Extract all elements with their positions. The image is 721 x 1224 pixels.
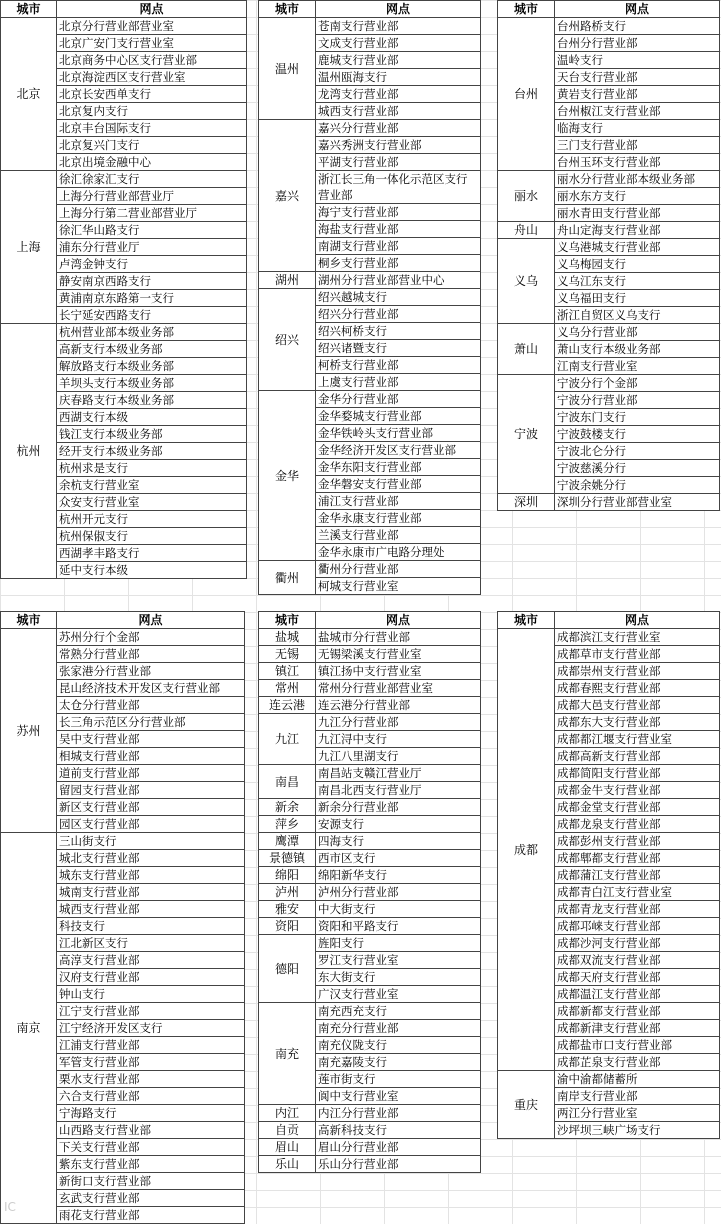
table-row <box>259 714 481 731</box>
branch-cell: 浙江自贸区义乌支行 <box>555 307 720 324</box>
table-row <box>259 765 481 782</box>
branch-cell: 柯城支行营业室 <box>316 578 481 595</box>
city-cell: 连云港 <box>259 697 316 714</box>
branch-cell: 西湖支行本级 <box>57 409 247 426</box>
branch-cell: 成都滨江支行营业室 <box>555 629 720 646</box>
table-row <box>259 272 481 289</box>
branch-cell: 江南支行营业室 <box>555 358 720 375</box>
branch-cell: 经开支行本级业务部 <box>57 443 247 460</box>
city-column-header: 城市 <box>259 612 316 629</box>
branch-table-5 <box>258 611 481 1173</box>
branch-cell: 义乌分行营业部 <box>555 324 720 341</box>
branch-cell: 舟山定海支行营业部 <box>555 222 720 239</box>
branch-cell: 盐城市分行营业部 <box>316 629 481 646</box>
branch-cell: 北京广安门支行营业室 <box>57 35 247 52</box>
branch-cell: 南充分行营业部 <box>316 1020 481 1037</box>
city-cell: 资阳 <box>259 918 316 935</box>
branch-column-header: 网点 <box>316 612 481 629</box>
branch-cell: 莲市街支行 <box>316 1071 481 1088</box>
branch-cell: 渝中渝都储蓄所 <box>555 1071 720 1088</box>
city-cell: 无锡 <box>259 646 316 663</box>
branch-cell: 成都龙泉支行营业部 <box>555 816 720 833</box>
branch-cell: 新区支行营业部 <box>57 799 245 816</box>
branch-cell: 温岭支行 <box>555 52 720 69</box>
branch-cell: 成都简阳支行营业部 <box>555 765 720 782</box>
branch-cell: 延中支行本级 <box>57 562 247 579</box>
branch-cell: 众安支行营业室 <box>57 494 247 511</box>
branch-cell: 宁海路支行 <box>57 1105 245 1122</box>
city-cell: 萧山 <box>498 324 555 375</box>
table-row <box>498 494 720 511</box>
branch-cell: 城南支行营业部 <box>57 884 245 901</box>
branch-cell: 张家港分行营业部 <box>57 663 245 680</box>
branch-table-1 <box>0 0 247 579</box>
city-cell: 常州 <box>259 680 316 697</box>
branch-column-header: 网点 <box>57 612 245 629</box>
city-cell: 乐山 <box>259 1156 316 1173</box>
branch-table-2 <box>258 0 481 595</box>
city-cell: 眉山 <box>259 1139 316 1156</box>
branch-cell: 卢湾金钟支行 <box>57 256 247 273</box>
branch-cell: 相城支行营业部 <box>57 748 245 765</box>
branch-cell: 湖州分行营业部营业中心 <box>316 272 481 289</box>
branch-cell: 金华分行营业部 <box>316 391 481 408</box>
city-cell: 内江 <box>259 1105 316 1122</box>
city-cell: 盐城 <box>259 629 316 646</box>
branch-cell: 乐山分行营业部 <box>316 1156 481 1173</box>
branch-cell: 南湖支行营业部 <box>316 238 481 255</box>
branch-cell: 徐汇华山路支行 <box>57 222 247 239</box>
branch-cell: 绍兴柯桥支行 <box>316 323 481 340</box>
branch-cell: 浦东分行营业厅 <box>57 239 247 256</box>
branch-cell: 新余分行营业部 <box>316 799 481 816</box>
branch-cell: 台州玉环支行营业部 <box>555 154 720 171</box>
branch-cell: 江北新区支行 <box>57 935 245 952</box>
branch-cell: 南岸支行营业部 <box>555 1088 720 1105</box>
table-row <box>259 561 481 578</box>
branch-cell: 中大街支行 <box>316 901 481 918</box>
table-row <box>498 375 720 392</box>
branch-cell: 南昌北西支行营业厅 <box>316 782 481 799</box>
branch-cell: 北京丰台国际支行 <box>57 120 247 137</box>
branch-cell: 汉府支行营业部 <box>57 969 245 986</box>
branch-cell: 城北支行营业部 <box>57 850 245 867</box>
city-cell: 绵阳 <box>259 867 316 884</box>
branch-cell: 常州分行营业部营业室 <box>316 680 481 697</box>
branch-cell: 泸州分行营业部 <box>316 884 481 901</box>
city-cell: 南昌 <box>259 765 316 799</box>
branch-column-header: 网点 <box>316 1 481 18</box>
table-row <box>1 324 247 341</box>
branch-cell: 宁波北仑分行 <box>555 443 720 460</box>
city-column-header: 城市 <box>1 612 57 629</box>
branch-cell: 金华磐安支行营业部 <box>316 476 481 493</box>
city-cell: 景德镇 <box>259 850 316 867</box>
branch-cell: 沙坪坝三峡广场支行 <box>555 1122 720 1139</box>
branch-cell: 金华东阳支行营业部 <box>316 459 481 476</box>
city-cell: 义乌 <box>498 239 555 324</box>
table-row <box>1 18 247 35</box>
table-row <box>259 799 481 816</box>
branch-cell: 四海支行 <box>316 833 481 850</box>
branch-cell: 北京长安西单支行 <box>57 86 247 103</box>
branch-cell: 连云港分行营业部 <box>316 697 481 714</box>
branch-cell: 嘉兴秀洲支行营业部 <box>316 137 481 154</box>
table-row <box>259 918 481 935</box>
branch-cell: 成都青白江支行营业室 <box>555 884 720 901</box>
branch-column-header: 网点 <box>555 1 720 18</box>
city-cell: 萍乡 <box>259 816 316 833</box>
city-cell: 湖州 <box>259 272 316 289</box>
city-cell: 苏州 <box>1 629 57 833</box>
branch-cell: 成都都江堰支行营业室 <box>555 731 720 748</box>
branch-cell: 绍兴分行营业部 <box>316 306 481 323</box>
branch-cell: 下关支行营业部 <box>57 1139 245 1156</box>
branch-column-header: 网点 <box>555 612 720 629</box>
table-row <box>259 629 481 646</box>
city-cell: 九江 <box>259 714 316 765</box>
branch-cell: 解放路支行本级业务部 <box>57 358 247 375</box>
branch-cell: 成都郫都支行营业部 <box>555 850 720 867</box>
branch-cell: 留园支行营业部 <box>57 782 245 799</box>
table-row <box>259 646 481 663</box>
table-row <box>259 850 481 867</box>
branch-cell: 宁波慈溪分行 <box>555 460 720 477</box>
branch-cell: 金华经济开发区支行营业部 <box>316 442 481 459</box>
branch-cell: 台州路桥支行 <box>555 18 720 35</box>
branch-cell: 高新科技支行 <box>316 1122 481 1139</box>
branch-cell: 紫东支行营业部 <box>57 1156 245 1173</box>
city-cell: 镇江 <box>259 663 316 680</box>
city-cell: 德阳 <box>259 935 316 1003</box>
branch-cell: 安源支行 <box>316 816 481 833</box>
branch-cell: 杭州求是支行 <box>57 460 247 477</box>
table-row <box>498 18 720 35</box>
branch-cell: 成都青龙支行营业部 <box>555 901 720 918</box>
branch-table-4 <box>0 611 245 1224</box>
table-row <box>259 18 481 35</box>
table-row <box>259 120 481 137</box>
table-row <box>259 884 481 901</box>
branch-cell: 义乌江东支行 <box>555 273 720 290</box>
branch-cell: 温州瓯海支行 <box>316 69 481 86</box>
branch-cell: 城西支行营业部 <box>57 901 245 918</box>
branch-cell: 静安南京西路支行 <box>57 273 247 290</box>
table-row <box>259 1105 481 1122</box>
branch-cell: 台州椒江支行营业部 <box>555 103 720 120</box>
branch-cell: 六合支行营业部 <box>57 1088 245 1105</box>
branch-table-6 <box>497 611 720 1139</box>
branch-cell: 内江分行营业部 <box>316 1105 481 1122</box>
table-row <box>498 324 720 341</box>
branch-cell: 杭州营业部本级业务部 <box>57 324 247 341</box>
branch-cell: 北京分行营业部营业室 <box>57 18 247 35</box>
table-row <box>259 867 481 884</box>
branch-cell: 山西路支行营业部 <box>57 1122 245 1139</box>
branch-cell: 绍兴诸暨支行 <box>316 340 481 357</box>
city-cell: 泸州 <box>259 884 316 901</box>
branch-cell: 长三角示范区分行营业部 <box>57 714 245 731</box>
branch-cell: 义乌福田支行 <box>555 290 720 307</box>
city-column-header: 城市 <box>1 1 57 18</box>
city-column-header: 城市 <box>498 612 555 629</box>
branch-cell: 成都崇州支行营业部 <box>555 663 720 680</box>
city-cell: 舟山 <box>498 222 555 239</box>
branch-cell: 宁波分行营业部 <box>555 392 720 409</box>
branch-cell: 新街口支行营业部 <box>57 1173 245 1190</box>
branch-cell: 桐乡支行营业部 <box>316 255 481 272</box>
table-row <box>259 391 481 408</box>
branch-cell: 衢州分行营业部 <box>316 561 481 578</box>
branch-cell: 成都新津支行营业部 <box>555 1020 720 1037</box>
branch-cell: 吴中支行营业部 <box>57 731 245 748</box>
city-cell: 上海 <box>1 171 57 324</box>
branch-cell: 义乌梅园支行 <box>555 256 720 273</box>
branch-table-3 <box>497 0 720 511</box>
branch-cell: 杭州保俶支行 <box>57 528 247 545</box>
branch-cell: 园区支行营业部 <box>57 816 245 833</box>
branch-cell: 临海支行 <box>555 120 720 137</box>
city-column-header: 城市 <box>259 1 316 18</box>
branch-cell: 南充仪陇支行 <box>316 1037 481 1054</box>
branch-cell: 成都东大支行营业部 <box>555 714 720 731</box>
branch-cell: 萧山支行本级业务部 <box>555 341 720 358</box>
branch-cell: 成都彭州支行营业部 <box>555 833 720 850</box>
branch-cell: 江宁经济开发区支行 <box>57 1020 245 1037</box>
branch-cell: 绍兴越城支行 <box>316 289 481 306</box>
branch-cell: 军管支行营业部 <box>57 1054 245 1071</box>
city-cell: 南充 <box>259 1003 316 1105</box>
city-cell: 北京 <box>1 18 57 171</box>
city-cell: 宁波 <box>498 375 555 494</box>
branch-cell: 旌阳支行 <box>316 935 481 952</box>
branch-cell: 北京复兴门支行 <box>57 137 247 154</box>
table-row <box>259 1139 481 1156</box>
branch-cell: 南昌站支赣江营业厅 <box>316 765 481 782</box>
branch-cell: 成都金堂支行营业部 <box>555 799 720 816</box>
branch-cell: 鹿城支行营业部 <box>316 52 481 69</box>
branch-cell: 玄武支行营业部 <box>57 1190 245 1207</box>
branch-cell: 杭州开元支行 <box>57 511 247 528</box>
branch-cell: 罗江支行营业室 <box>316 952 481 969</box>
city-cell: 深圳 <box>498 494 555 511</box>
branch-cell: 文成支行营业部 <box>316 35 481 52</box>
branch-cell: 成都双流支行营业部 <box>555 952 720 969</box>
branch-cell: 上海分行营业部营业厅 <box>57 188 247 205</box>
table-row <box>259 1003 481 1020</box>
branch-cell: 宁波分行个金部 <box>555 375 720 392</box>
branch-cell: 长宁延安西路支行 <box>57 307 247 324</box>
branch-cell: 钱江支行本级业务部 <box>57 426 247 443</box>
table-row <box>259 935 481 952</box>
city-cell: 自贡 <box>259 1122 316 1139</box>
branch-cell: 黄浦南京东路第一支行 <box>57 290 247 307</box>
city-cell: 台州 <box>498 18 555 171</box>
branch-cell: 浦江支行营业部 <box>316 493 481 510</box>
branch-cell: 柯桥支行营业部 <box>316 357 481 374</box>
branch-cell: 西市区支行 <box>316 850 481 867</box>
table-row <box>259 697 481 714</box>
city-cell: 雅安 <box>259 901 316 918</box>
city-cell: 鹰潭 <box>259 833 316 850</box>
city-cell: 重庆 <box>498 1071 555 1139</box>
branch-cell: 上虞支行营业部 <box>316 374 481 391</box>
branch-cell: 江浦支行营业部 <box>57 1037 245 1054</box>
branch-cell: 九江分行营业部 <box>316 714 481 731</box>
branch-cell: 丽水青田支行营业部 <box>555 205 720 222</box>
branch-cell: 江宁支行营业部 <box>57 1003 245 1020</box>
branch-cell: 绵阳新华支行 <box>316 867 481 884</box>
branch-cell: 庆春路支行本级业务部 <box>57 392 247 409</box>
branch-cell: 成都金牛支行营业部 <box>555 782 720 799</box>
branch-cell: 广汉支行营业室 <box>316 986 481 1003</box>
branch-cell: 海盐支行营业部 <box>316 221 481 238</box>
branch-cell: 羊坝头支行本级业务部 <box>57 375 247 392</box>
table-row <box>498 629 720 646</box>
branch-cell: 嘉兴分行营业部 <box>316 120 481 137</box>
branch-cell: 丽水东方支行 <box>555 188 720 205</box>
table-row <box>498 171 720 188</box>
branch-cell: 北京复内支行 <box>57 103 247 120</box>
branch-cell: 三山街支行 <box>57 833 245 850</box>
table-row <box>259 901 481 918</box>
branch-cell: 成都新都支行营业部 <box>555 1003 720 1020</box>
branch-cell: 成都高新支行营业部 <box>555 748 720 765</box>
branch-cell: 义乌港城支行营业部 <box>555 239 720 256</box>
branch-cell: 成都邛崃支行营业部 <box>555 918 720 935</box>
table-row <box>259 816 481 833</box>
branch-cell: 南充西充支行 <box>316 1003 481 1020</box>
city-cell: 南京 <box>1 833 57 1224</box>
table-row <box>498 1071 720 1088</box>
branch-cell: 九江八里湖支行 <box>316 748 481 765</box>
branch-cell: 无锡梁溪支行营业室 <box>316 646 481 663</box>
branch-cell: 科技支行 <box>57 918 245 935</box>
city-cell: 温州 <box>259 18 316 120</box>
branch-cell: 南充嘉陵支行 <box>316 1054 481 1071</box>
branch-cell: 北京商务中心区支行营业部 <box>57 52 247 69</box>
branch-cell: 成都盐市口支行营业部 <box>555 1037 720 1054</box>
branch-cell: 镇江扬中支行营业室 <box>316 663 481 680</box>
city-cell: 绍兴 <box>259 289 316 391</box>
branch-cell: 平湖支行营业部 <box>316 154 481 171</box>
branch-cell: 昆山经济技术开发区支行营业部 <box>57 680 245 697</box>
branch-cell: 成都沙河支行营业部 <box>555 935 720 952</box>
table-row <box>498 222 720 239</box>
table-row <box>259 833 481 850</box>
table-row <box>1 171 247 188</box>
table-row <box>259 289 481 306</box>
table-row <box>259 680 481 697</box>
branch-cell: 苏州分行个金部 <box>57 629 245 646</box>
branch-cell: 台州分行营业部 <box>555 35 720 52</box>
branch-cell: 宁波东门支行 <box>555 409 720 426</box>
branch-cell: 成都芷泉支行营业部 <box>555 1054 720 1071</box>
branch-cell: 深圳分行营业部营业室 <box>555 494 720 511</box>
branch-cell: 三门支行营业部 <box>555 137 720 154</box>
watermark: IC <box>4 1200 16 1214</box>
branch-cell: 上海分行第二营业部营业厅 <box>57 205 247 222</box>
city-cell: 成都 <box>498 629 555 1071</box>
branch-cell: 天台支行营业部 <box>555 69 720 86</box>
table-row <box>1 833 245 850</box>
city-cell: 丽水 <box>498 171 555 222</box>
branch-cell: 阆中支行营业室 <box>316 1088 481 1105</box>
branch-cell: 徐汇徐家汇支行 <box>57 171 247 188</box>
city-column-header: 城市 <box>498 1 555 18</box>
branch-cell: 眉山分行营业部 <box>316 1139 481 1156</box>
table-row <box>259 1122 481 1139</box>
branch-cell: 栗水支行营业部 <box>57 1071 245 1088</box>
branch-cell: 金华永康支行营业部 <box>316 510 481 527</box>
branch-cell: 苍南支行营业部 <box>316 18 481 35</box>
branch-cell: 雨花支行营业部 <box>57 1207 245 1224</box>
branch-cell: 丽水分行营业部本级业务部 <box>555 171 720 188</box>
branch-cell: 北京出境金融中心 <box>57 154 247 171</box>
branch-cell: 东大街支行 <box>316 969 481 986</box>
branch-cell: 兰溪支行营业部 <box>316 527 481 544</box>
branch-cell: 宁波鼓楼支行 <box>555 426 720 443</box>
branch-cell: 钟山支行 <box>57 986 245 1003</box>
city-cell: 嘉兴 <box>259 120 316 272</box>
branch-cell: 成都天府支行营业部 <box>555 969 720 986</box>
branch-cell: 金华铁岭头支行营业部 <box>316 425 481 442</box>
branch-cell: 太仓分行营业部 <box>57 697 245 714</box>
branch-cell: 龙湾支行营业部 <box>316 86 481 103</box>
branch-cell: 城西支行营业部 <box>316 103 481 120</box>
branch-cell: 城东支行营业部 <box>57 867 245 884</box>
branch-cell: 高淳支行营业部 <box>57 952 245 969</box>
branch-cell: 黄岩支行营业部 <box>555 86 720 103</box>
branch-cell: 资阳和平路支行 <box>316 918 481 935</box>
branch-cell: 浙江长三角一体化示范区支行营业部 <box>316 171 481 204</box>
branch-cell: 成都大邑支行营业部 <box>555 697 720 714</box>
branch-cell: 成都蒲江支行营业部 <box>555 867 720 884</box>
branch-cell: 两江分行营业室 <box>555 1105 720 1122</box>
city-cell: 杭州 <box>1 324 57 579</box>
city-cell: 金华 <box>259 391 316 561</box>
branch-cell: 余杭支行营业室 <box>57 477 247 494</box>
branch-cell: 九江浔中支行 <box>316 731 481 748</box>
branch-cell: 北京海淀西区支行营业室 <box>57 69 247 86</box>
branch-cell: 常熟分行营业部 <box>57 646 245 663</box>
table-row <box>498 239 720 256</box>
branch-cell: 西湖孝丰路支行 <box>57 545 247 562</box>
branch-cell: 宁波余姚分行 <box>555 477 720 494</box>
branch-cell: 金华永康市广电路分理处 <box>316 544 481 561</box>
branch-cell: 成都春熙支行营业部 <box>555 680 720 697</box>
city-cell: 衢州 <box>259 561 316 595</box>
branch-column-header: 网点 <box>57 1 247 18</box>
table-row <box>259 1156 481 1173</box>
branch-cell: 海宁支行营业部 <box>316 204 481 221</box>
table-row <box>1 629 245 646</box>
branch-cell: 成都草市支行营业部 <box>555 646 720 663</box>
branch-cell: 高新支行本级业务部 <box>57 341 247 358</box>
table-row <box>259 663 481 680</box>
branch-cell: 成都温江支行营业部 <box>555 986 720 1003</box>
city-cell: 新余 <box>259 799 316 816</box>
branch-cell: 道前支行营业部 <box>57 765 245 782</box>
branch-cell: 金华婺城支行营业部 <box>316 408 481 425</box>
